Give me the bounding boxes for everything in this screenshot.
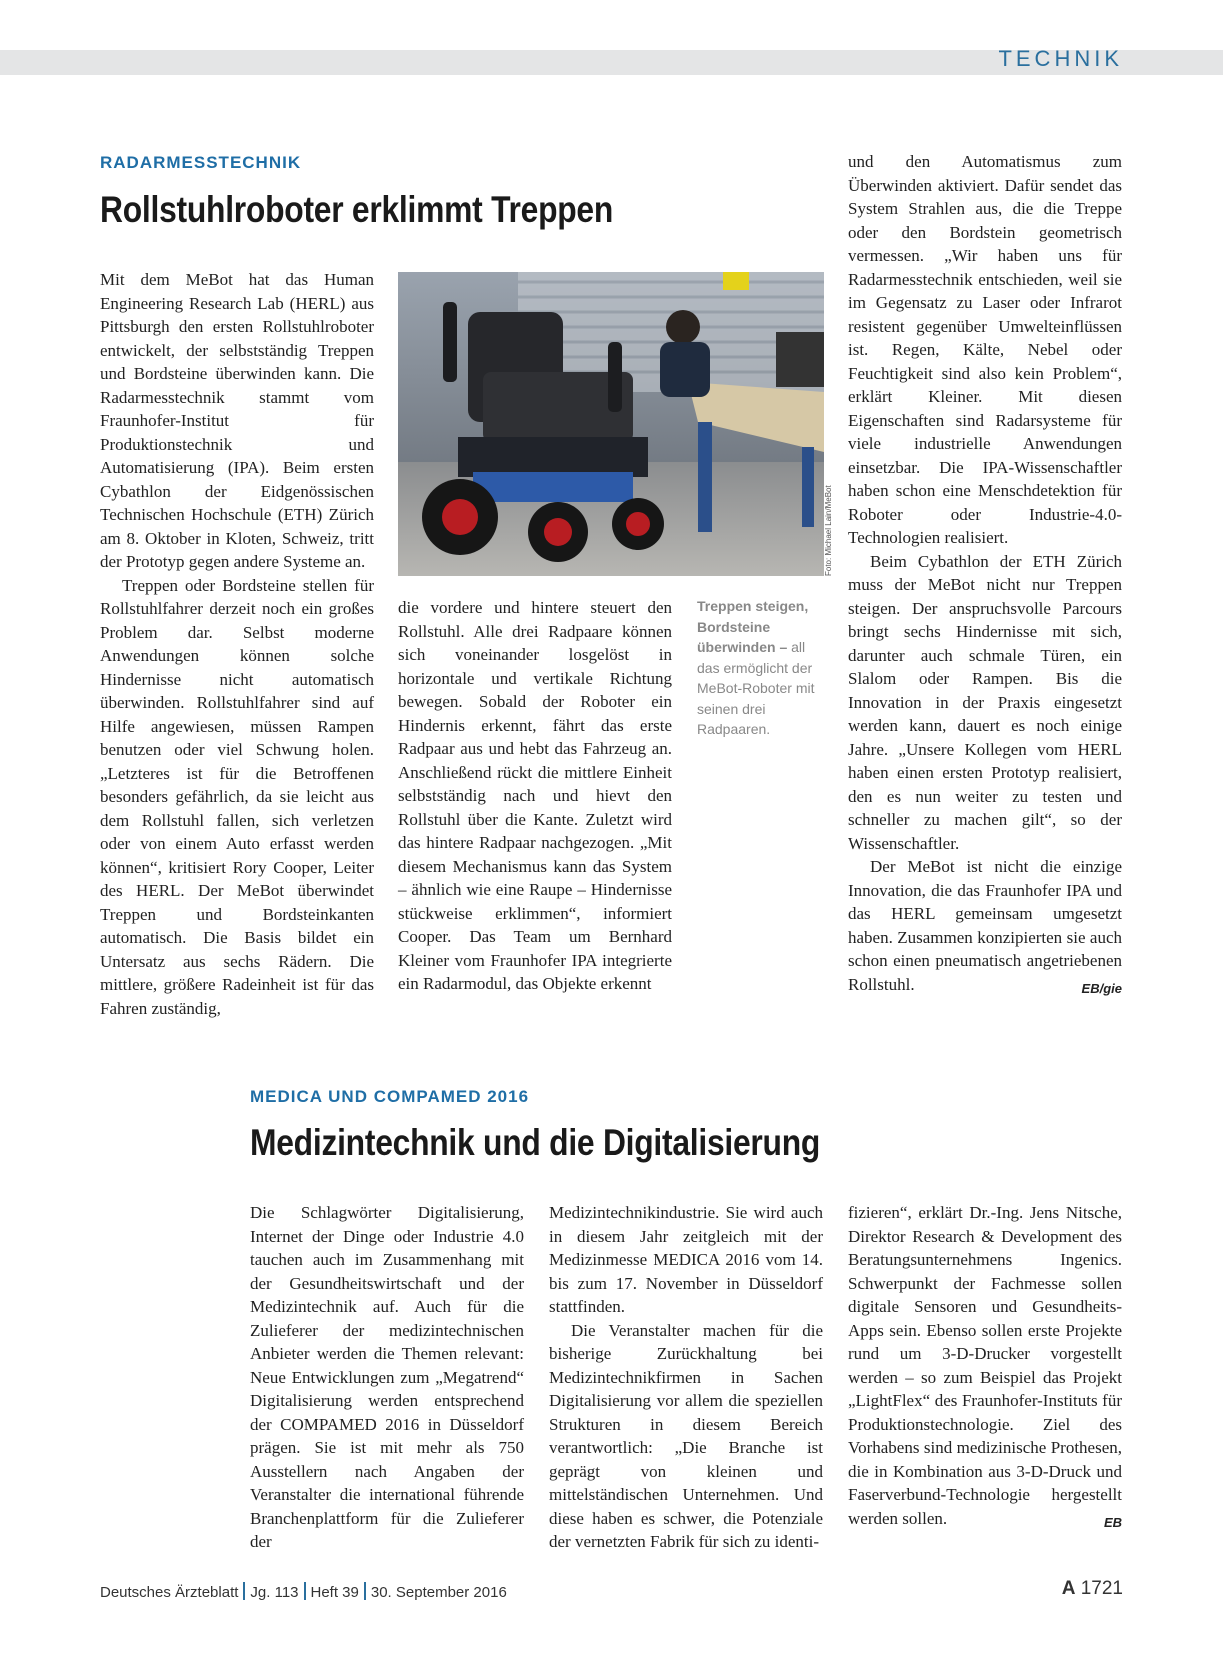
paragraph-text: fizieren“, erklärt Dr.-Ing. Jens Nitsche, Direktor Research & Development des Beratungsunternehmens Ingenics. Schwerpunkt der Fachmesse sollen digitale Sensoren und Gesundheits-Apps sein. Ebenso sollen erste Projekte rund um 3-D-Drucker vorgestellt werden – so zum Beispiel das Projekt „LightFlex“ des Fraunhofer-Instituts für Produktionstechnologie. Ziel des Vorhabens sind medizinische Prothesen, die in Kombination aus 3-D-Druck und Faserverbund-Technologie hergestellt werden sollen.: [848, 1203, 1122, 1528]
page-number: [1062, 1578, 1123, 1600]
paragraph: Treppen oder Bordsteine stellen für Rollstuhlfahrer derzeit noch ein großes Problem dar. Selbst moderne Anwendungen können solche Hindernisse nicht automatisch überwinden. Rollstuhlfahrer sind auf Hilfe angewiesen, müssen Rampen benutzen oder viel Schwung holen. „Letzteres ist für die Betroffenen besonders gefährlich, da sie leicht aus dem Rollstuhl fallen, sich verletzen oder von einem Auto erfasst werden können“, kritisiert Rory Cooper, Leiter des HERL. Der MeBot überwindet Treppen und Bordsteinkanten automatisch. Die Basis bildet ein Untersatz aus sechs Rädern. Die mittlere, größere Radeinheit ist für das Fahren zuständig,: [100, 575, 374, 1018]
separator: [243, 1582, 245, 1600]
article1-headline: Rollstuhlroboter erklimmt Treppen: [100, 189, 614, 230]
article2-column-3: [848, 1201, 1122, 1534]
paragraph-text: Der MeBot ist nicht die einzige Innovation, die das Fraunhofer IPA und das HERL gemeinsam umgesetzt haben. Zusammen konzipierten sie auch schon einen pneumatisch angetriebenen Rollstuhl.: [848, 857, 1122, 994]
mebot-photo-illustration: [398, 272, 824, 576]
paragraph: [848, 1201, 1122, 1530]
paragraph: Die Veranstalter machen für die bisherige Zurückhaltung bei Medizintechnikfirmen in Sachen Digitalisierung vor allem die speziellen Strukturen in diesem Bereich verantwortlich: „Die Branche ist geprägt von kleinen und mittelständischen Unternehmen. Und diese haben es schwer, die Potenziale der vernetzten Fabrik für sich zu identi-: [549, 1320, 823, 1551]
article1-column-1: [100, 268, 374, 1020]
article1-column-3: [848, 150, 1122, 1000]
page-prefix: A: [1061, 1578, 1076, 1599]
section-label: TECHNIK: [998, 46, 1123, 71]
journal-name: Deutsches Ärzteblatt: [100, 1584, 239, 1601]
page-number-value: 1721: [1080, 1578, 1123, 1599]
photo-credit: Foto: Michael Lain/MeBot: [824, 485, 833, 576]
volume: Jg. 113: [250, 1584, 299, 1601]
article1-kicker: RADARMESSTECHNIK: [100, 153, 302, 172]
article2-kicker: MEDICA UND COMPAMED 2016: [250, 1087, 530, 1106]
paragraph: Mit dem MeBot hat das Human Engineering Research Lab (HERL) aus Pittsburgh den ersten Rollstuhlroboter entwickelt, der selbstständig Treppen und Bordsteine überwinden kann. Die Radarmesstechnik stammt vom Fraunhofer-Institut für Produktionstechnik und Automatisierung (IPA). Beim ersten Cybathlon der Eidgenössischen Technischen Hochschule (ETH) Zürich am 8. Oktober in Kloten, Schweiz, tritt der Prototyp gegen andere Systeme an.: [100, 270, 374, 571]
paragraph: [848, 855, 1122, 996]
caption-bold: Treppen steigen, Bordsteine überwinden –: [697, 598, 809, 655]
paragraph: und den Automatismus zum Überwinden aktiviert. Dafür sendet das System Strahlen aus, die die Treppe oder den Bordstein geometrisch vermessen. „Wir haben uns für Radarmesstechnik entschieden, weil sie im Gegensatz zu Laser oder Infrarot resistent gegenüber Umwelteinflüssen ist. Regen, Kälte, Nebel oder Feuchtigkeit sind also kein Problem“, erklärt Kleiner. Mit diesen Eigenschaften sind Radarsysteme für viele industrielle Anwendungen einsetzbar. Die IPA-Wissenschaftler haben schon eine Menschdetektion für Roboter oder Industrie-4.0-Technologien realisiert.: [848, 152, 1122, 547]
article2-column-1: [250, 1201, 524, 1554]
paragraph: die vordere und hintere steuert den Rollstuhl. Alle drei Radpaare können sich voneinander losgelöst in horizontale und vertikale Richtung bewegen. Sobald der Roboter ein Hindernis erkennt, fährt das erste Radpaar aus und hebt das Fahrzeug an. Anschließend rückt die mittlere Einheit selbstständig nach und hievt den Rollstuhl über die Kante. Zuletzt wird das hintere Radpaar nachgezogen. „Mit diesem Mechanismus kann das System – ähnlich wie eine Raupe – Hindernisse stückweise erklimmen“, informiert Cooper. Das Team um Bernhard Kleiner vom Fraunhofer IPA integrierte ein Radarmodul, das Objekte erkennt: [398, 598, 672, 993]
paragraph: Beim Cybathlon der ETH Zürich muss der MeBot nicht nur Treppen steigen. Der anspruchsvolle Parcours bringt sechs Hindernisse mit sich, darunter auch schmale Türen, ein Slalom oder Rampen. Bis die Innovation in der Praxis eingesetzt werden kann, dauert es noch einige Jahre. „Unsere Kollegen vom HERL haben einen ersten Prototyp realisiert, den es nun weiter zu testen und schneller zu machen gilt“, so der Wissenschaftler.: [848, 551, 1122, 853]
paragraph: Medizintechnikindustrie. Sie wird auch in diesem Jahr zeitgleich mit der Medizinmesse MEDICA 2016 vom 14. bis zum 17. November in Düsseldorf stattfinden.: [549, 1203, 823, 1316]
article2-column-2: [549, 1201, 823, 1554]
paragraph: Die Schlagwörter Digitalisierung, Internet der Dinge oder Industrie 4.0 tauchen auch im Zusammenhang mit der Gesundheitswirtschaft und der Medizintechnik auf. Auch für die Zulieferer der medizintechnischen Anbieter werden die Themen relevant: Neue Entwicklungen zum „Megatrend“ Digitalisierung werden entsprechend der COMPAMED 2016 in Düsseldorf prägen. Sie ist mit mehr als 750 Ausstellern nach Angaben der Veranstalter die international führende Branchenplattform für die Zulieferer der: [250, 1203, 524, 1551]
author-signature: EB: [1103, 1514, 1122, 1530]
article2-headline: Medizintechnik und die Digitalisierung: [250, 1122, 821, 1163]
separator: [364, 1582, 366, 1600]
separator: [304, 1582, 306, 1600]
issue: Heft 39: [310, 1584, 359, 1601]
mebot-photo: [398, 272, 824, 576]
photo-caption: [697, 596, 819, 740]
footer-citation: [100, 1582, 507, 1601]
caption-text: all das ermöglicht der MeBot-Roboter mit seinen drei Radpaaren.: [697, 639, 815, 737]
article1-column-2: [398, 596, 672, 996]
author-signature: EB/gie: [1081, 980, 1122, 996]
issue-date: 30. September 2016: [370, 1584, 507, 1601]
